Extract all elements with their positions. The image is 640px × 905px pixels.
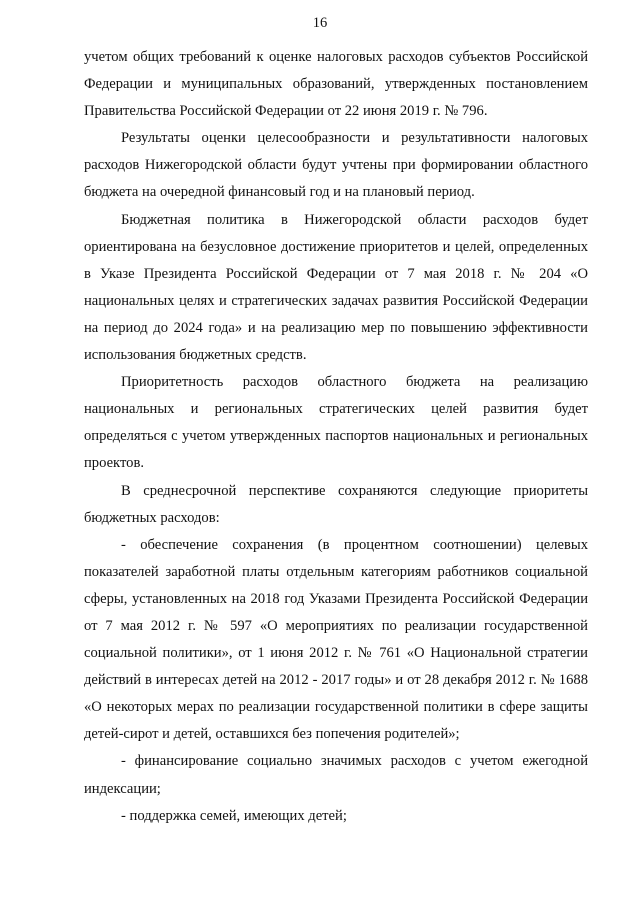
- paragraph-tax-expenditure-results: Результаты оценки целесообразности и результативности налоговых расходов Нижегородской области будут учтены при формировании областного бюджета на очередной финансовый год и на плановый период.: [84, 130, 588, 201]
- paragraph-tax-expenditure-continuation: учетом общих требований к оценке налоговых расходов субъектов Российской Федерации и муниципальных образований, утвержденных постановлением Правительства Российской Федерации от 22 июня 2019 г. № 796.: [84, 49, 588, 120]
- paragraph-expenditure-priority: Приоритетность расходов областного бюджета на реализацию национальных и региональных стратегических целей развития будет определяться с учетом утвержденных паспортов национальных и региональных проектов.: [84, 374, 588, 472]
- paragraph-budget-policy: Бюджетная политика в Нижегородской области расходов будет ориентирована на безусловное достижение приоритетов и целей, определенных в Указе Президента Российской Федерации от 7 мая 2018 г. № 204 «О национальных целях и стратегических задачах развития Российской Федерации на период до 2024 года» и на реализацию мер по повышению эффективности использования бюджетных средств.: [84, 211, 588, 364]
- list-item-salary-indicators: - обеспечение сохранения (в процентном соотношении) целевых показателей заработной платы отдельным категориям работников социальной сферы, установленных на 2018 год Указами Президента Российской Федерации от 7 мая 2012 г. № 597 «О мероприятиях по реализации государственной социальной политики», от 1 июня 2012 г. № 761 «О Национальной стратегии действий в интересах детей на 2012 - 2017 годы» и от 28 декабря 2012 г. № 1688 «О некоторых мерах по реализации государственной политики в сфере защиты детей-сирот и детей, оставшихся без попечения родителей»;: [84, 536, 588, 743]
- document-body: [84, 44, 588, 830]
- list-item-family-support: - поддержка семей, имеющих детей;: [121, 807, 347, 824]
- list-item-social-indexation: - финансирование социально значимых расходов с учетом ежегодной индексации;: [84, 753, 588, 797]
- page-number: 16: [312, 15, 328, 31]
- paragraph-medium-term-priorities: В среднесрочной перспективе сохраняются следующие приоритеты бюджетных расходов:: [84, 482, 588, 526]
